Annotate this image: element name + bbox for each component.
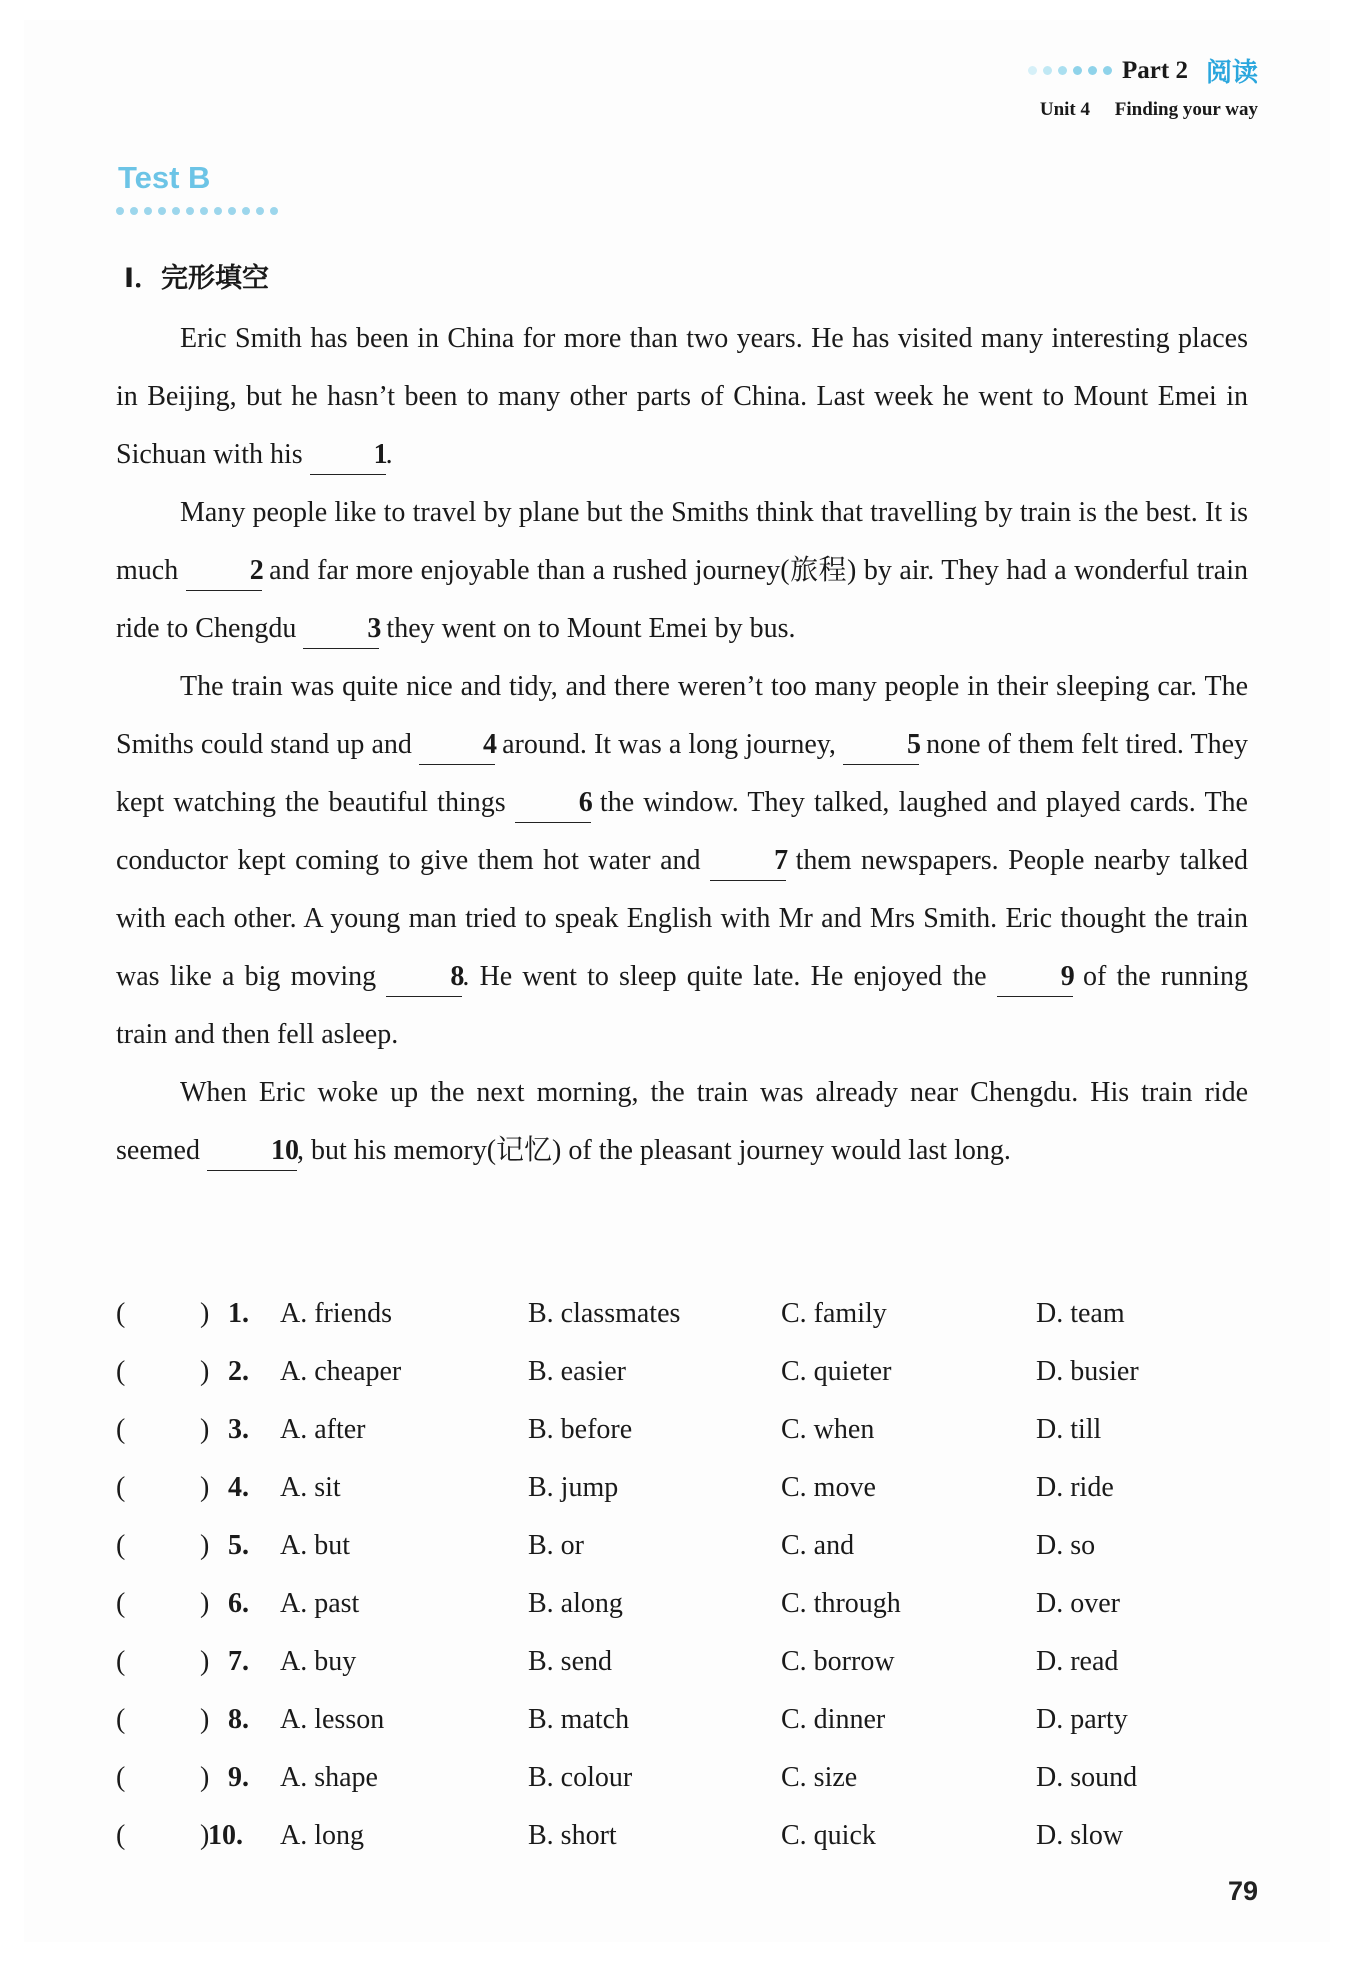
option-row-1 <box>116 1292 1256 1350</box>
blank-2: 2 <box>186 552 262 591</box>
answer-options <box>116 1292 1256 1872</box>
option-row-7 <box>116 1640 1256 1698</box>
question-number: 3. <box>228 1414 249 1445</box>
answer-paren-left[interactable]: ( <box>116 1414 126 1445</box>
option-d: D. till <box>1036 1414 1102 1445</box>
paragraph-1 <box>116 310 1248 484</box>
question-number: 4. <box>228 1472 249 1503</box>
option-c: C. size <box>781 1762 858 1793</box>
option-a: A. lesson <box>280 1704 385 1735</box>
option-b: B. short <box>528 1820 617 1851</box>
option-row-6 <box>116 1582 1256 1640</box>
page-number: 79 <box>1227 1876 1258 1906</box>
answer-paren-left[interactable]: ( <box>116 1356 126 1387</box>
unit-label: Unit 4 <box>1039 99 1090 120</box>
passage-text: none of them felt tired. They kept watching the beautiful things <box>116 729 1248 818</box>
blank-6: 6 <box>515 784 591 823</box>
option-d: D. sound <box>1036 1762 1138 1793</box>
option-c: C. quieter <box>781 1356 892 1387</box>
option-c: C. dinner <box>781 1704 886 1735</box>
option-row-8 <box>116 1698 1256 1756</box>
answer-paren-right: ) <box>200 1646 210 1677</box>
passage-text: them newspapers. People nearby talked with each other. A young man tried to speak English with Mr and Mrs Smith. Eric thought the train was like a big moving <box>116 845 1248 992</box>
option-a: A. past <box>280 1588 360 1619</box>
option-b: B. or <box>528 1530 584 1561</box>
answer-paren-left[interactable]: ( <box>116 1530 126 1561</box>
answer-paren-right: ) <box>200 1356 210 1387</box>
answer-paren-right: ) <box>200 1530 210 1561</box>
paragraph-3 <box>116 658 1248 1064</box>
option-c: C. and <box>781 1530 855 1561</box>
blank-9: 9 <box>997 958 1073 997</box>
option-c: C. quick <box>781 1820 876 1851</box>
option-d: D. over <box>1036 1588 1120 1619</box>
passage-text: they went on to Mount Emei by bus. <box>379 613 796 644</box>
blank-1: 1 <box>310 436 386 475</box>
answer-paren-left[interactable]: ( <box>116 1762 126 1793</box>
answer-paren-left[interactable]: ( <box>116 1646 126 1677</box>
passage-text: Eric Smith has been in China for more than two years. He has visited many interesting places in Beijing, but he hasn’t been to many other parts of China. Last week he went to Mount Emei in Sichuan with his <box>116 323 1248 470</box>
option-d: D. party <box>1036 1704 1128 1735</box>
passage-text: The train was quite nice and tidy, and there weren’t too many people in their sleeping car. The Smiths could stand up and <box>116 671 1248 760</box>
passage-text: the window. They talked, laughed and played cards. The conductor kept coming to give them hot water and <box>116 787 1248 876</box>
unit-title: Finding your way <box>1114 99 1258 120</box>
option-b: B. classmates <box>528 1298 681 1329</box>
option-b: B. along <box>528 1588 623 1619</box>
blank-7: 7 <box>710 842 786 881</box>
blank-4: 4 <box>419 726 495 765</box>
blank-10: 10 <box>207 1132 297 1171</box>
option-c: C. through <box>781 1588 901 1619</box>
blank-8: 8 <box>386 958 462 997</box>
option-d: D. read <box>1036 1646 1119 1677</box>
option-row-4 <box>116 1466 1256 1524</box>
cloze-passage <box>116 310 1248 1180</box>
blank-3: 3 <box>303 610 379 649</box>
answer-paren-left[interactable]: ( <box>116 1588 126 1619</box>
question-number: 9. <box>228 1762 249 1793</box>
blank-5: 5 <box>843 726 919 765</box>
option-c: C. when <box>781 1414 875 1445</box>
option-b: B. before <box>528 1414 633 1445</box>
section-heading: I．完形填空 <box>124 263 270 294</box>
option-a: A. cheaper <box>280 1356 402 1387</box>
passage-text: and far more enjoyable than a rushed journey(旅程) by air. They had a wonderful train ride to Chengdu <box>116 555 1248 644</box>
option-d: D. slow <box>1036 1820 1124 1851</box>
answer-paren-right: ) <box>200 1588 210 1619</box>
option-a: A. buy <box>280 1646 357 1677</box>
option-a: A. but <box>280 1530 350 1561</box>
passage-text: . He went to sleep quite late. He enjoyed the <box>462 961 997 992</box>
question-number: 8. <box>228 1704 249 1735</box>
option-b: B. colour <box>528 1762 633 1793</box>
answer-paren-right: ) <box>200 1762 210 1793</box>
option-c: C. borrow <box>781 1646 895 1677</box>
option-b: B. easier <box>528 1356 626 1387</box>
passage-text: of the running train and then fell asleep. <box>116 961 1249 1050</box>
option-a: A. friends <box>280 1298 392 1329</box>
option-d: D. busier <box>1036 1356 1139 1387</box>
question-number: 7. <box>228 1646 249 1677</box>
option-b: B. match <box>528 1704 630 1735</box>
answer-paren-left[interactable]: ( <box>116 1820 126 1851</box>
answer-paren-left[interactable]: ( <box>116 1472 126 1503</box>
option-a: A. long <box>280 1820 364 1851</box>
passage-text: When Eric woke up the next morning, the train was already near Chengdu. His train ride seemed <box>116 1077 1248 1166</box>
test-title: Test B <box>118 160 211 195</box>
passage-text: , but his memory(记忆) of the pleasant journey would last long. <box>296 1135 1011 1166</box>
option-row-3 <box>116 1408 1256 1466</box>
answer-paren-right: ) <box>200 1414 210 1445</box>
option-row-5 <box>116 1524 1256 1582</box>
option-d: D. so <box>1036 1530 1096 1561</box>
paragraph-4 <box>116 1064 1248 1180</box>
answer-paren-left[interactable]: ( <box>116 1298 126 1329</box>
answer-paren-right: ) <box>200 1704 210 1735</box>
option-b: B. jump <box>528 1472 619 1503</box>
option-a: A. sit <box>280 1472 341 1503</box>
option-row-10 <box>116 1814 1256 1872</box>
question-number: 10. <box>208 1820 243 1851</box>
answer-paren-left[interactable]: ( <box>116 1704 126 1735</box>
answer-paren-right: ) <box>200 1820 210 1851</box>
option-d: D. ride <box>1036 1472 1114 1503</box>
option-c: C. family <box>781 1298 887 1329</box>
title-underline-dots <box>116 207 278 215</box>
question-number: 1. <box>228 1298 249 1329</box>
running-header <box>1028 52 1258 121</box>
passage-text: around. It was a long journey, <box>495 729 844 760</box>
option-a: A. after <box>280 1414 366 1445</box>
option-b: B. send <box>528 1646 612 1677</box>
question-number: 6. <box>228 1588 249 1619</box>
part-cn-label: 阅读 <box>1205 58 1258 88</box>
question-number: 2. <box>228 1356 249 1387</box>
option-row-2 <box>116 1350 1256 1408</box>
paragraph-2 <box>116 484 1248 658</box>
part-label: Part 2 <box>1122 56 1188 84</box>
option-row-9 <box>116 1756 1256 1814</box>
option-c: C. move <box>781 1472 876 1503</box>
option-a: A. shape <box>280 1762 378 1793</box>
question-number: 5. <box>228 1530 249 1561</box>
answer-paren-right: ) <box>200 1298 210 1329</box>
answer-paren-right: ) <box>200 1472 210 1503</box>
passage-text: Many people like to travel by plane but the Smiths think that travelling by train is the best. It is much <box>116 497 1248 586</box>
decorative-dots <box>1028 66 1112 75</box>
passage-text: . <box>385 439 393 470</box>
option-d: D. team <box>1036 1298 1125 1329</box>
